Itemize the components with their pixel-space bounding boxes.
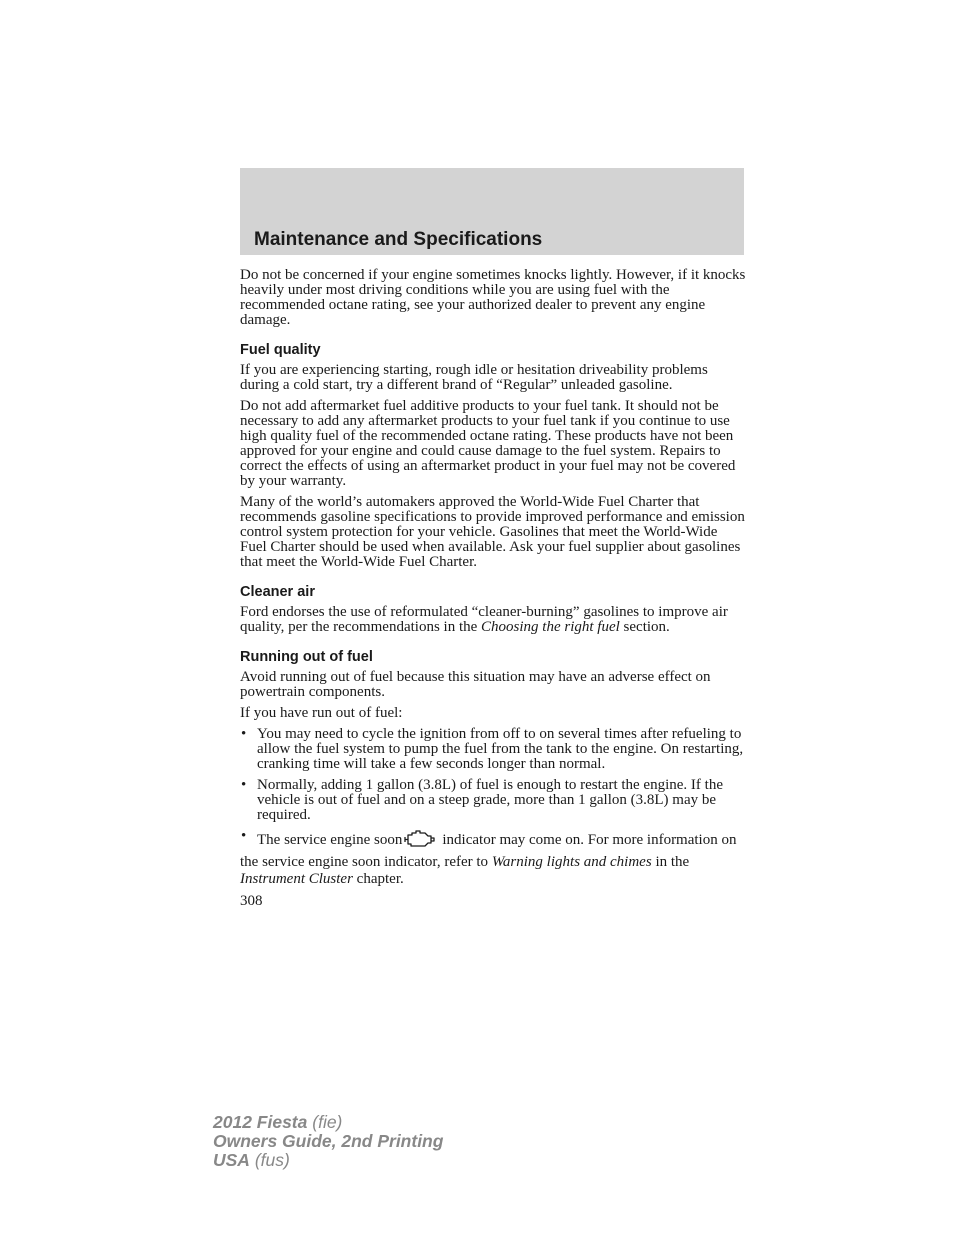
list-item	[240, 727, 746, 772]
footer-region: USA	[213, 1150, 250, 1170]
bullet-text-3-in: in the	[651, 854, 690, 870]
warning-lights-reference: Warning lights and chimes	[491, 854, 652, 870]
list-item	[240, 778, 746, 823]
bullet-text-2: Normally, adding 1 gallon (3.8L) of fuel is enough to restart the engine. If the vehicle is out of fuel and on a steep grade, more than 1 gallon (3.8L) may be required.	[257, 777, 723, 823]
footer-region-code: (fus)	[254, 1150, 290, 1170]
footer	[213, 1113, 443, 1170]
cleaner-air-heading: Cleaner air	[240, 584, 315, 600]
bullet-marker: •	[241, 828, 247, 844]
footer-guide: Owners Guide, 2nd Printing	[213, 1131, 444, 1151]
instrument-cluster-reference: Instrument Cluster	[240, 871, 353, 887]
intro-paragraph: Do not be concerned if your engine sometimes knocks lightly. However, if it knocks heavily under most driving conditions while you are using fuel with the recommended octane rating, see your authorized dealer to prevent any engine damage.	[240, 267, 746, 328]
running-out-heading: Running out of fuel	[240, 649, 373, 665]
section-header-band	[240, 168, 744, 255]
list-item	[240, 829, 746, 888]
bullet-marker: •	[241, 726, 247, 742]
bullet-text-1: You may need to cycle the ignition from off to on several times after refueling to allow the fuel system to pump the fuel from the tank to the engine. On restarting, cranking time will take a few seconds longer than normal.	[257, 726, 744, 772]
page-number: 308	[240, 893, 263, 909]
fuel-quality-paragraph-2: Do not add aftermarket fuel additive products to your fuel tank. It should not be necessary to add any aftermarket products to your fuel tank if you continue to use high quality fuel of the recommended octane rating. These products have not been approved for your engine and could cause damage to the fuel system. Repairs to correct the effects of using an aftermarket product in your fuel may not be covered by your warranty.	[240, 398, 736, 489]
bullet-text-3-end: chapter.	[352, 871, 404, 887]
fuel-quality-paragraph-1: If you are experiencing starting, rough idle or hesitation driveability problems during a cold start, try a different brand of “Regular” unleaded gasoline.	[240, 362, 708, 393]
running-out-paragraph-2: If you have run out of fuel:	[240, 705, 403, 721]
bullet-text-3-start: The service engine soon	[257, 832, 403, 848]
check-engine-icon	[404, 829, 436, 854]
footer-line-3	[213, 1151, 443, 1170]
fuel-quality-heading: Fuel quality	[240, 342, 321, 358]
page-content	[240, 268, 746, 909]
running-out-paragraph-1: Avoid running out of fuel because this situation may have an adverse effect on powertrain components.	[240, 669, 711, 700]
bullet-marker: •	[241, 777, 247, 793]
running-out-bullet-list	[240, 727, 746, 888]
cleaner-air-text-start: Ford endorses the use of reformulated “cleaner-burning” gasolines to improve air quality, per the recommendations in the	[240, 604, 728, 635]
bullet-text-3-mid: indicator may come on. For more information on the service engine soon indicator, refer to	[240, 832, 737, 870]
section-title: Maintenance and Specifications	[254, 229, 543, 250]
footer-model-code: (fie)	[312, 1112, 343, 1132]
choosing-fuel-reference: Choosing the right fuel	[481, 619, 620, 635]
footer-line-2	[213, 1132, 443, 1151]
cleaner-air-paragraph	[240, 605, 746, 635]
cleaner-air-text-end: section.	[619, 619, 670, 635]
footer-line-1	[213, 1113, 443, 1132]
footer-model: 2012 Fiesta	[213, 1112, 308, 1132]
fuel-quality-paragraph-3: Many of the world’s automakers approved the World-Wide Fuel Charter that recommends gasoline specifications to provide improved performance and emission control system protection for your vehicle. Gasolines that meet the World-Wide Fuel Charter should be used when available. Ask your fuel supplier about gasolines that meet the World-Wide Fuel Charter.	[240, 494, 745, 570]
